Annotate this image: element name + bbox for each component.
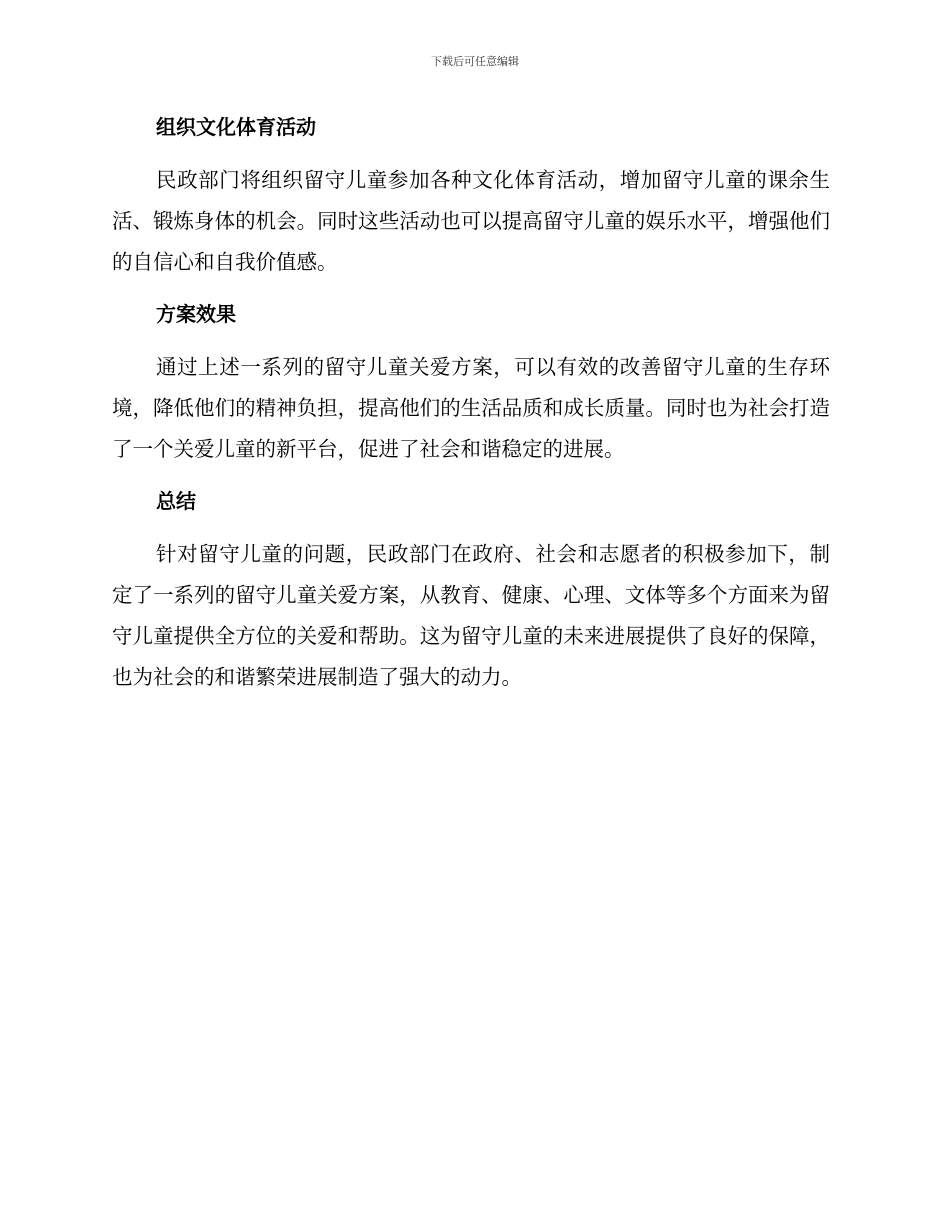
section-paragraph: 通过上述一系列的留守儿童关爱方案，可以有效的改善留守儿童的生存环境，降低他们的精神负担，提高他们的生活品质和成长质量。同时也为社会打造了一个关爱儿童的新平台，促进了社会和谐稳定的进展。 [112,355,830,461]
section-paragraph: 民政部门将组织留守儿童参加各种文化体育活动，增加留守儿童的课余生活、锻炼身体的机会。同时这些活动也可以提高留守儿童的娱乐水平，增强他们的自信心和自我价值感。 [112,168,830,274]
section-paragraph: 针对留守儿童的问题，民政部门在政府、社会和志愿者的积极参加下，制定了一系列的留守儿童关爱方案，从教育、健康、心理、文体等多个方面来为留守儿童提供全方位的关爱和帮助。这为留守儿童的未来进展提供了良好的保障，也为社会的和谐繁荣进展制造了强大的动力。 [112,542,830,689]
section-culture-sports [112,110,830,283]
section-summary [112,484,830,698]
section-heading: 组织文化体育活动 [156,115,316,139]
section-plan-effect [112,297,830,470]
section-heading: 方案效果 [156,302,236,326]
section-heading: 总结 [156,489,196,513]
page-header: 下载后可任意编辑 [431,55,519,68]
document-body [112,110,830,712]
